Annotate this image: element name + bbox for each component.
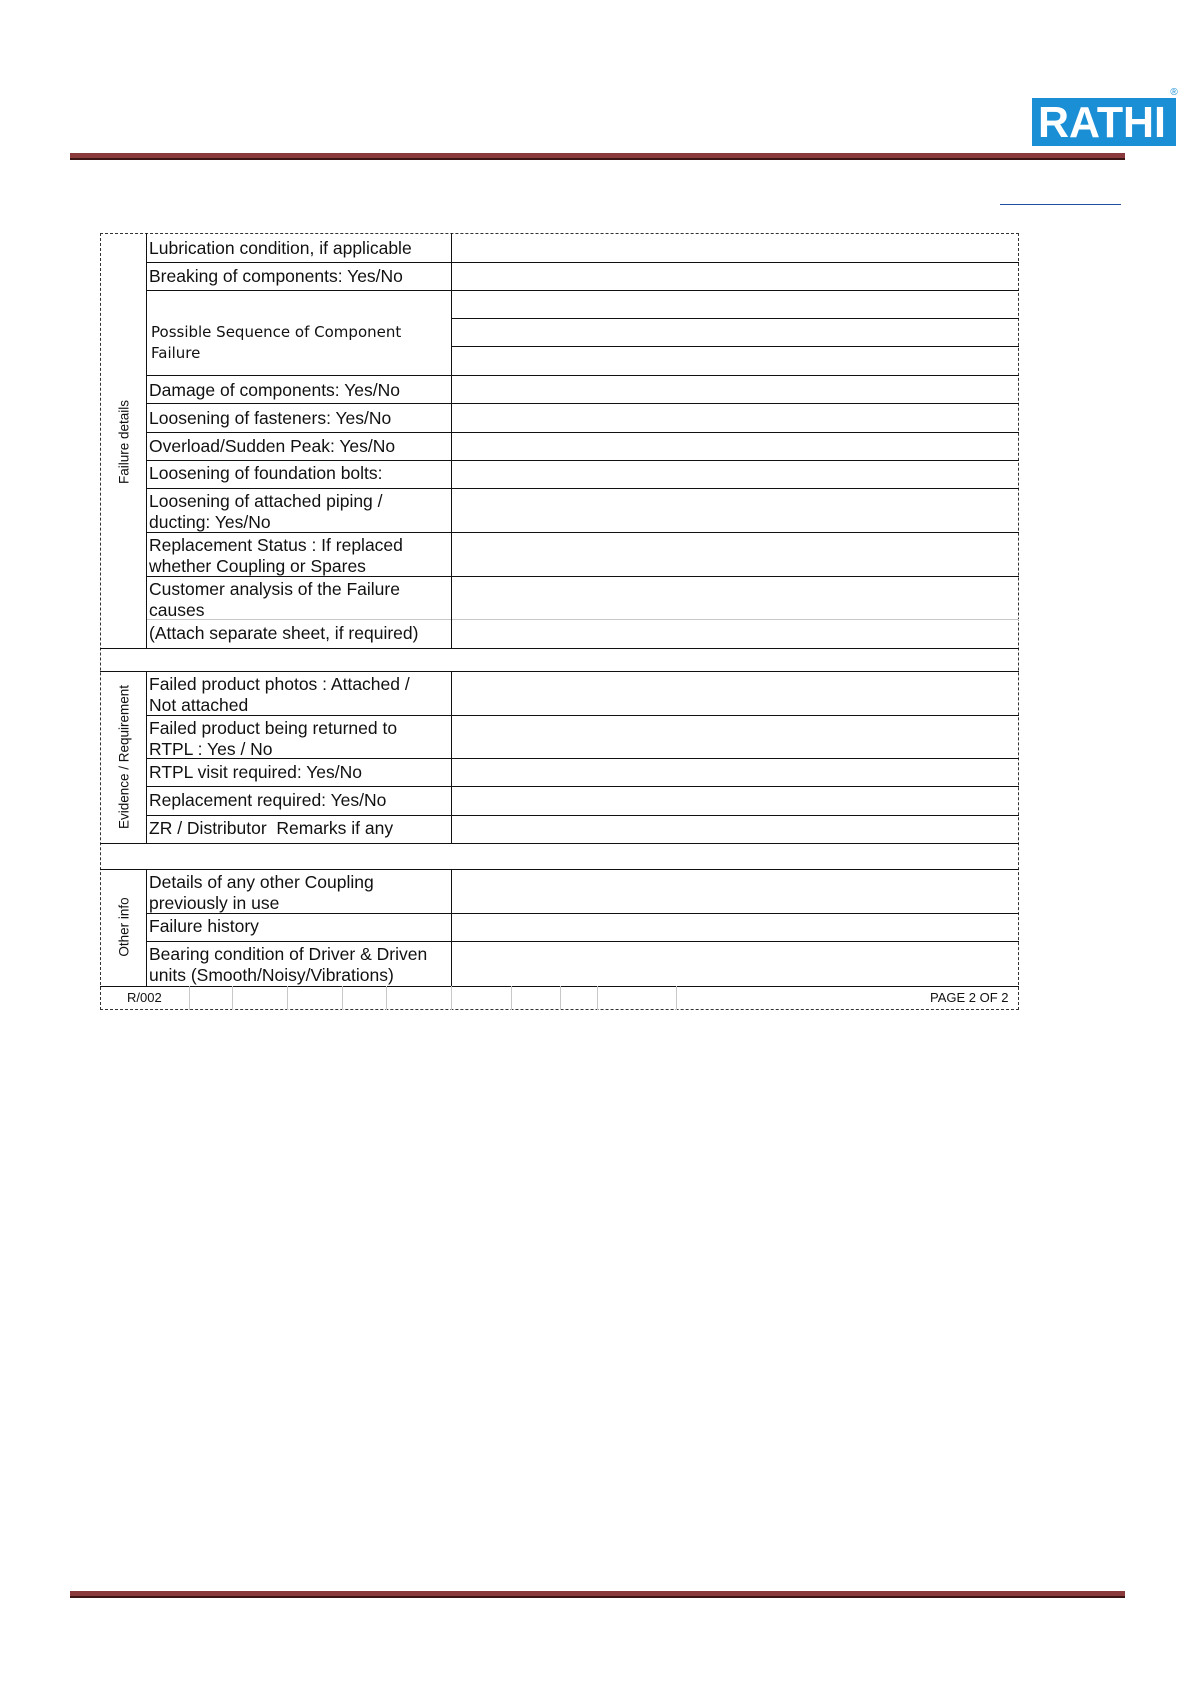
label-replacement-status: Replacement Status : If replaced whether Coupling or Spares bbox=[149, 535, 403, 576]
label-visit: RTPL visit required: Yes/No bbox=[149, 762, 363, 782]
rathi-logo bbox=[1032, 86, 1180, 148]
registered-mark: ® bbox=[1170, 87, 1178, 98]
section-title-evidence: Evidence / Requirement bbox=[116, 684, 132, 830]
label-replacement-required: Replacement required: Yes/No bbox=[149, 790, 387, 810]
label-bearing-condition: Bearing condition of Driver & Driven units (Smooth/Noisy/Vibrations) bbox=[149, 944, 428, 985]
logo-text: RATHI bbox=[1038, 98, 1166, 147]
label-failure-history: Failure history bbox=[149, 916, 259, 936]
label-damage: Damage of components: Yes/No bbox=[149, 380, 400, 400]
header-underline bbox=[1000, 204, 1121, 205]
form-code: R/002 bbox=[127, 990, 162, 1005]
footer-rule bbox=[70, 1591, 1125, 1598]
page-number: PAGE 2 OF 2 bbox=[930, 990, 1009, 1005]
label-sequence: Possible Sequence of Component Failure bbox=[151, 323, 402, 362]
label-photos: Failed product photos : Attached / Not attached bbox=[149, 674, 410, 715]
label-returned: Failed product being returned to RTPL : Yes / No bbox=[149, 718, 398, 759]
label-other-coupling: Details of any other Coupling previously in use bbox=[149, 872, 374, 913]
section-title-other-info: Other info bbox=[116, 897, 132, 957]
label-breaking: Breaking of components: Yes/No bbox=[149, 266, 403, 286]
label-overload: Overload/Sudden Peak: Yes/No bbox=[149, 436, 396, 456]
label-piping: Loosening of attached piping / ducting: Yes/No bbox=[149, 491, 383, 532]
label-lubrication: Lubrication condition, if applicable bbox=[149, 238, 412, 258]
label-foundation-bolts: Loosening of foundation bolts: bbox=[149, 463, 383, 483]
label-fasteners: Loosening of fasteners: Yes/No bbox=[149, 408, 392, 428]
label-remarks: ZR / Distributor Remarks if any bbox=[149, 818, 394, 838]
label-attach-sheet: (Attach separate sheet, if required) bbox=[149, 623, 419, 643]
header-rule bbox=[70, 153, 1125, 160]
section-title-failure-details: Failure details bbox=[116, 399, 132, 485]
label-customer-analysis: Customer analysis of the Failure causes bbox=[149, 579, 400, 620]
